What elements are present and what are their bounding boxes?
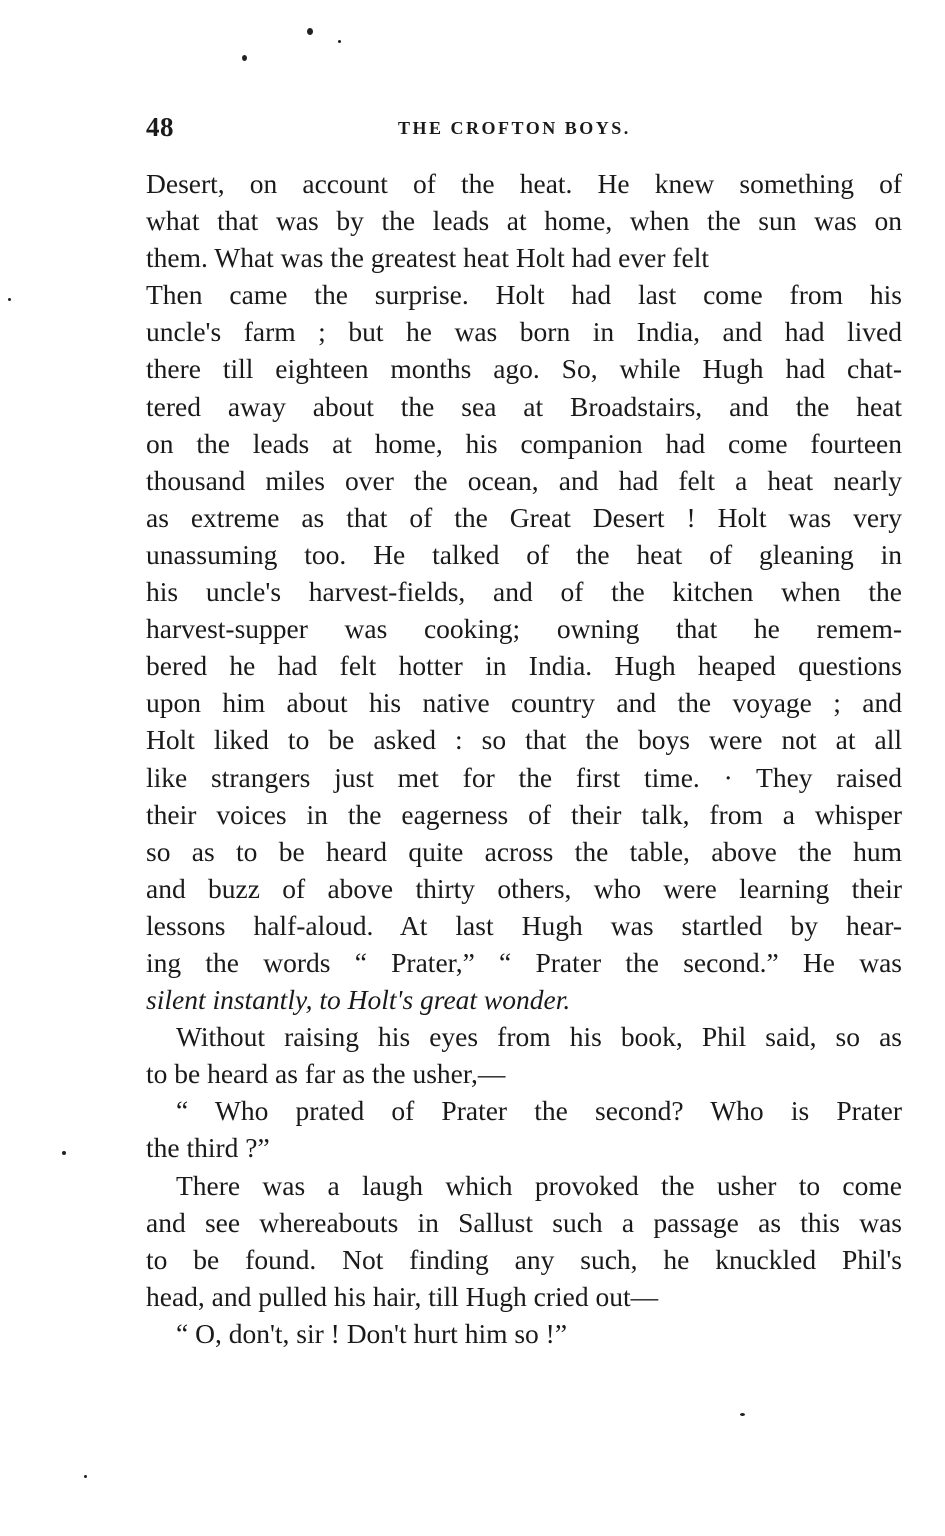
text-line: the third ?” — [146, 1132, 270, 1164]
scan-speck — [338, 40, 341, 43]
text-line: Holt liked to be asked : so that the boys were not at all — [146, 724, 902, 756]
text-line: their voices in the eagerness of their talk, from a whisper — [146, 798, 902, 830]
text-line: There was a laugh which provoked the usher to come — [176, 1169, 902, 1201]
running-title: THE CROFTON BOYS. — [398, 118, 631, 138]
text-line: lessons half-aloud. At last Hugh was startled by hear- — [146, 909, 902, 941]
text-line: and see whereabouts in Sallust such a passage as this was — [146, 1206, 902, 1238]
text-line: Without raising his eyes from his book, Phil said, so as — [176, 1021, 902, 1053]
text-line: unassuming too. He talked of the heat of gleaning in — [146, 538, 902, 570]
scan-speck — [242, 55, 247, 61]
text-line: what that was by the leads at home, when the sun was on — [146, 205, 902, 237]
body-text — [146, 165, 902, 1352]
text-line: “ O, don't, sir ! Don't hurt him so !” — [176, 1317, 568, 1349]
text-line: so as to be heard quite across the table, above the hum — [146, 835, 902, 867]
text-line: on the leads at home, his companion had come fourteen — [146, 427, 902, 459]
text-line: thousand miles over the ocean, and had felt a heat nearly — [146, 464, 902, 496]
text-line: tered away about the sea at Broadstairs, and the heat — [146, 390, 902, 422]
text-line: harvest-supper was cooking; owning that he remem- — [146, 613, 902, 645]
text-line: to be found. Not finding any such, he knuckled Phil's — [146, 1243, 902, 1275]
text-line: like strangers just met for the first time. · They raised — [146, 761, 902, 793]
text-line: silent instantly, to Holt's great wonder. — [146, 984, 571, 1016]
scan-speck — [84, 1475, 87, 1478]
scan-speck — [62, 1151, 66, 1155]
text-line: upon him about his native country and the voyage ; and — [146, 687, 902, 719]
page-header — [146, 112, 902, 152]
page-number: 48 — [146, 112, 174, 142]
text-line: there till eighteen months ago. So, while Hugh had chat- — [146, 353, 902, 385]
text-line: to be heard as far as the usher,— — [146, 1058, 506, 1090]
scan-speck — [740, 1413, 745, 1416]
text-line: bered he had felt hotter in India. Hugh heaped questions — [146, 650, 902, 682]
text-line: Desert, on account of the heat. He knew something of — [146, 168, 902, 199]
scan-speck — [307, 28, 313, 35]
text-line: and buzz of above thirty others, who were learning their — [146, 872, 902, 904]
text-line: head, and pulled his hair, till Hugh cried out— — [146, 1280, 659, 1312]
text-line: Then came the surprise. Holt had last come from his — [146, 279, 902, 311]
text-line: as extreme as that of the Great Desert ! Holt was very — [146, 501, 902, 533]
text-line: them. What was the greatest heat Holt had ever felt — [146, 242, 710, 274]
text-line: ing the words “ Prater,” “ Prater the second.” He was — [146, 946, 902, 978]
text-line: uncle's farm ; but he was born in India, and had lived — [146, 316, 902, 348]
text-line: “ Who prated of Prater the second? Who is Prater — [176, 1095, 902, 1127]
text-line: his uncle's harvest-fields, and of the kitchen when the — [146, 576, 902, 608]
scan-speck — [8, 298, 11, 301]
